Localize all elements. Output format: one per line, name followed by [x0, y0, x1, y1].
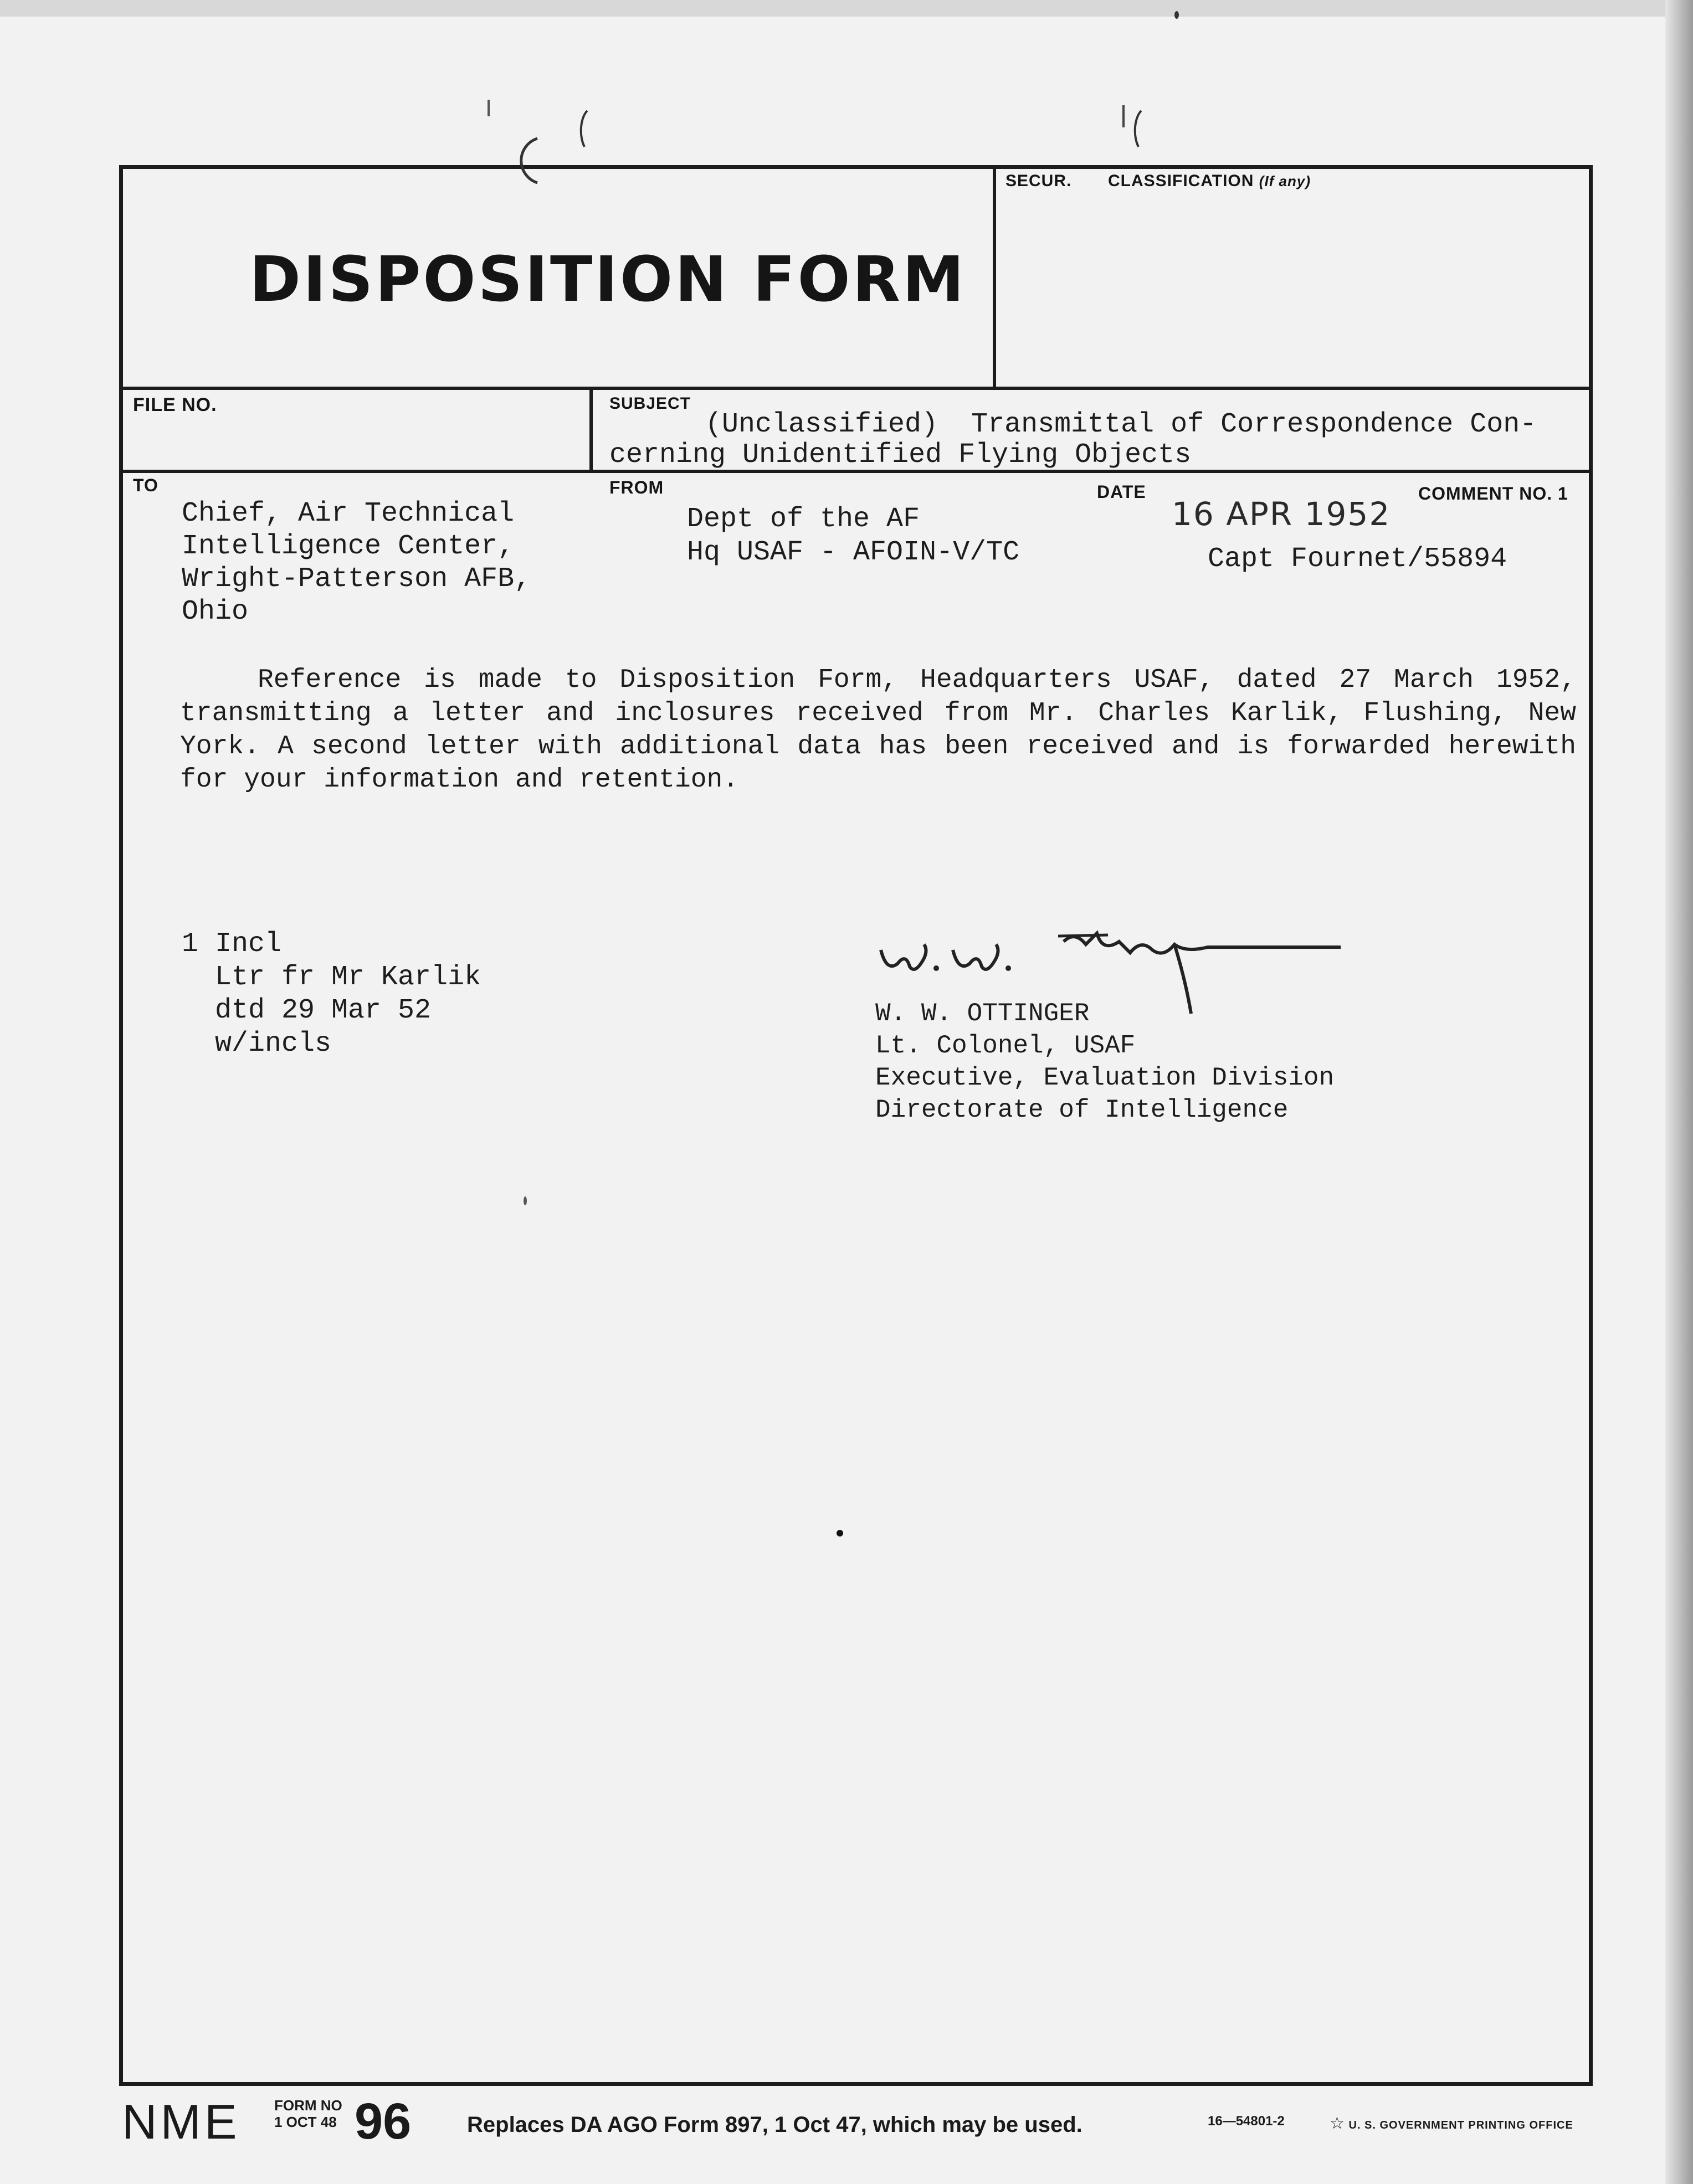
signer-rank: Lt. Colonel, USAF — [875, 1031, 1136, 1060]
from-label: FROM — [609, 477, 664, 497]
if-any-label: (If any) — [1259, 173, 1311, 189]
scan-edge-right — [1665, 0, 1693, 2184]
classification-label-text: CLASSIFICATION — [1108, 172, 1254, 190]
subject-line-1: (Unclassified) Transmittal of Correspondence Con- — [705, 409, 1537, 440]
inclosure-line-2: Ltr fr Mr Karlik — [215, 962, 481, 993]
classification-divider — [993, 165, 996, 390]
to-line-1: Chief, Air Technical — [182, 498, 515, 530]
form-title: DISPOSITION FORM — [249, 244, 967, 316]
footer-nme: NME — [122, 2094, 240, 2149]
signer-name: W. W. OTTINGER — [875, 999, 1090, 1028]
from-line-1: Dept of the AF — [687, 503, 920, 535]
subject-label: SUBJECT — [609, 394, 691, 413]
body-paragraph: Reference is made to Disposition Form, Headquarters USAF, dated 27 March 1952, transmitting a letter and inclosures received from Mr. Charles Karlik, Flushing, New York. A second letter with additional data has been received and is forwarded herewith for your information and retention. — [180, 665, 1576, 795]
date-label: DATE — [1097, 482, 1146, 502]
to-line-2: Intelligence Center, — [182, 531, 515, 562]
body-paragraph-container — [180, 664, 1576, 796]
star-icon: ☆ — [1330, 2114, 1345, 2132]
comment-no-label: COMMENT NO. 1 — [1418, 484, 1568, 503]
inclosure-line-4: w/incls — [215, 1028, 332, 1060]
header-divider — [119, 387, 1593, 390]
footer-form-no-label: FORM NO — [274, 2097, 342, 2114]
subject-line-2: cerning Unidentified Flying Objects — [609, 439, 1192, 471]
footer-gpo — [1330, 2114, 1573, 2133]
file-no-label: FILE NO. — [133, 394, 217, 415]
security-label-text: SECUR. — [1005, 172, 1072, 190]
footer-form-number: 96 — [355, 2093, 412, 2150]
signer-title-2: Directorate of Intelligence — [875, 1096, 1289, 1124]
date-contact: Capt Fournet/55894 — [1208, 543, 1507, 575]
signer-title-1: Executive, Evaluation Division — [875, 1063, 1335, 1092]
from-line-2: Hq USAF - AFOIN-V/TC — [687, 537, 1020, 568]
footer-form-date: 1 OCT 48 — [274, 2114, 337, 2130]
footer-form-no — [274, 2097, 342, 2130]
stray-mark-top — [1174, 11, 1179, 19]
date-stamp: 16 APR 1952 — [1172, 495, 1391, 533]
footer-replaces-note: Replaces DA AGO Form 897, 1 Oct 47, which may be used. — [467, 2113, 1083, 2137]
to-line-4: Ohio — [182, 596, 249, 628]
stray-mark-body — [524, 1196, 527, 1205]
footer-print-code: 16—54801-2 — [1208, 2114, 1285, 2129]
subject-divider — [589, 388, 593, 471]
classification-label — [1108, 172, 1311, 191]
inclosure-line-1: 1 Incl — [182, 928, 282, 960]
punch-hole-marks — [488, 100, 1208, 188]
to-label: TO — [133, 475, 158, 495]
to-line-3: Wright-Patterson AFB, — [182, 563, 531, 595]
security-label — [1005, 172, 1071, 191]
stray-dot — [837, 1530, 843, 1536]
inclosure-line-3: dtd 29 Mar 52 — [215, 995, 432, 1026]
footer-gpo-text: U. S. GOVERNMENT PRINTING OFFICE — [1348, 2119, 1573, 2131]
scan-edge-top — [0, 0, 1693, 17]
form-footer — [122, 2093, 1618, 2150]
